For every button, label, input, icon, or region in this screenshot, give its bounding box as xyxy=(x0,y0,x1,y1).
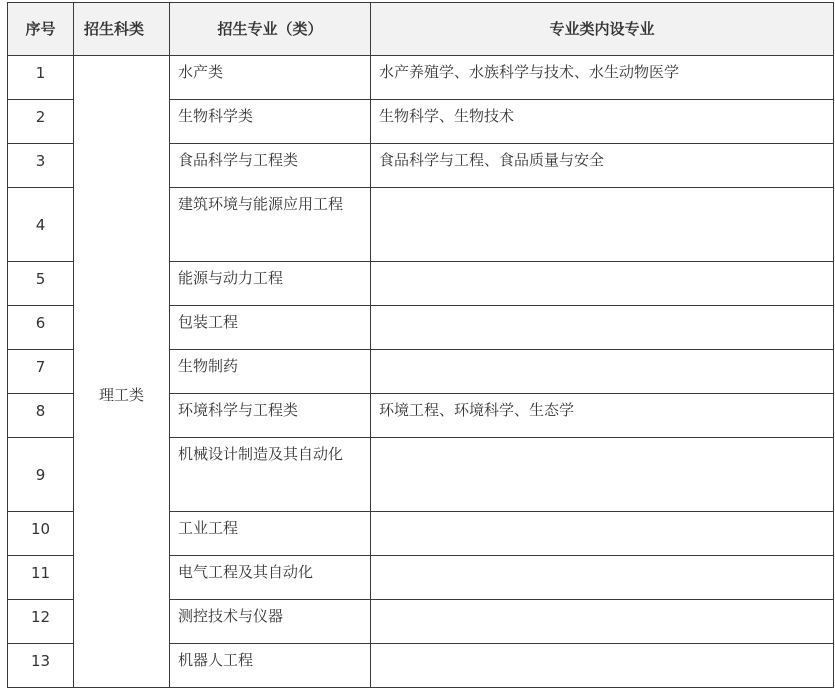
inner-majors-cell xyxy=(371,262,834,306)
majors-table xyxy=(7,2,834,688)
major-cell: 生物科学类 xyxy=(170,100,371,144)
major-cell: 包装工程 xyxy=(170,306,371,350)
seq-cell: 6 xyxy=(8,306,74,350)
seq-cell: 13 xyxy=(8,644,74,688)
inner-majors-cell xyxy=(371,438,834,512)
major-cell: 能源与动力工程 xyxy=(170,262,371,306)
seq-cell: 1 xyxy=(8,56,74,100)
header-inner: 专业类内设专业 xyxy=(371,3,834,56)
header-seq: 序号 xyxy=(8,3,74,56)
inner-majors-cell: 环境工程、环境科学、生态学 xyxy=(371,394,834,438)
major-cell: 机械设计制造及其自动化 xyxy=(170,438,371,512)
seq-cell: 10 xyxy=(8,512,74,556)
inner-majors-cell: 生物科学、生物技术 xyxy=(371,100,834,144)
major-cell: 工业工程 xyxy=(170,512,371,556)
seq-cell: 12 xyxy=(8,600,74,644)
major-cell: 机器人工程 xyxy=(170,644,371,688)
major-cell: 电气工程及其自动化 xyxy=(170,556,371,600)
seq-cell: 5 xyxy=(8,262,74,306)
seq-cell: 3 xyxy=(8,144,74,188)
inner-majors-cell xyxy=(371,350,834,394)
inner-majors-cell xyxy=(371,600,834,644)
table-row xyxy=(8,56,834,100)
major-cell: 环境科学与工程类 xyxy=(170,394,371,438)
inner-majors-cell: 食品科学与工程、食品质量与安全 xyxy=(371,144,834,188)
inner-majors-cell xyxy=(371,644,834,688)
major-cell: 水产类 xyxy=(170,56,371,100)
header-row xyxy=(8,3,834,56)
seq-cell: 2 xyxy=(8,100,74,144)
seq-cell: 4 xyxy=(8,188,74,262)
inner-majors-cell xyxy=(371,306,834,350)
major-cell: 测控技术与仪器 xyxy=(170,600,371,644)
inner-majors-cell xyxy=(371,512,834,556)
inner-majors-cell xyxy=(371,188,834,262)
major-cell: 食品科学与工程类 xyxy=(170,144,371,188)
header-category: 招生科类 xyxy=(74,3,170,56)
seq-cell: 8 xyxy=(8,394,74,438)
category-cell: 理工类 xyxy=(74,56,170,688)
seq-cell: 11 xyxy=(8,556,74,600)
inner-majors-cell: 水产养殖学、水族科学与技术、水生动物医学 xyxy=(371,56,834,100)
major-cell: 建筑环境与能源应用工程 xyxy=(170,188,371,262)
seq-cell: 7 xyxy=(8,350,74,394)
inner-majors-cell xyxy=(371,556,834,600)
major-cell: 生物制药 xyxy=(170,350,371,394)
seq-cell: 9 xyxy=(8,438,74,512)
header-major: 招生专业（类） xyxy=(170,3,371,56)
